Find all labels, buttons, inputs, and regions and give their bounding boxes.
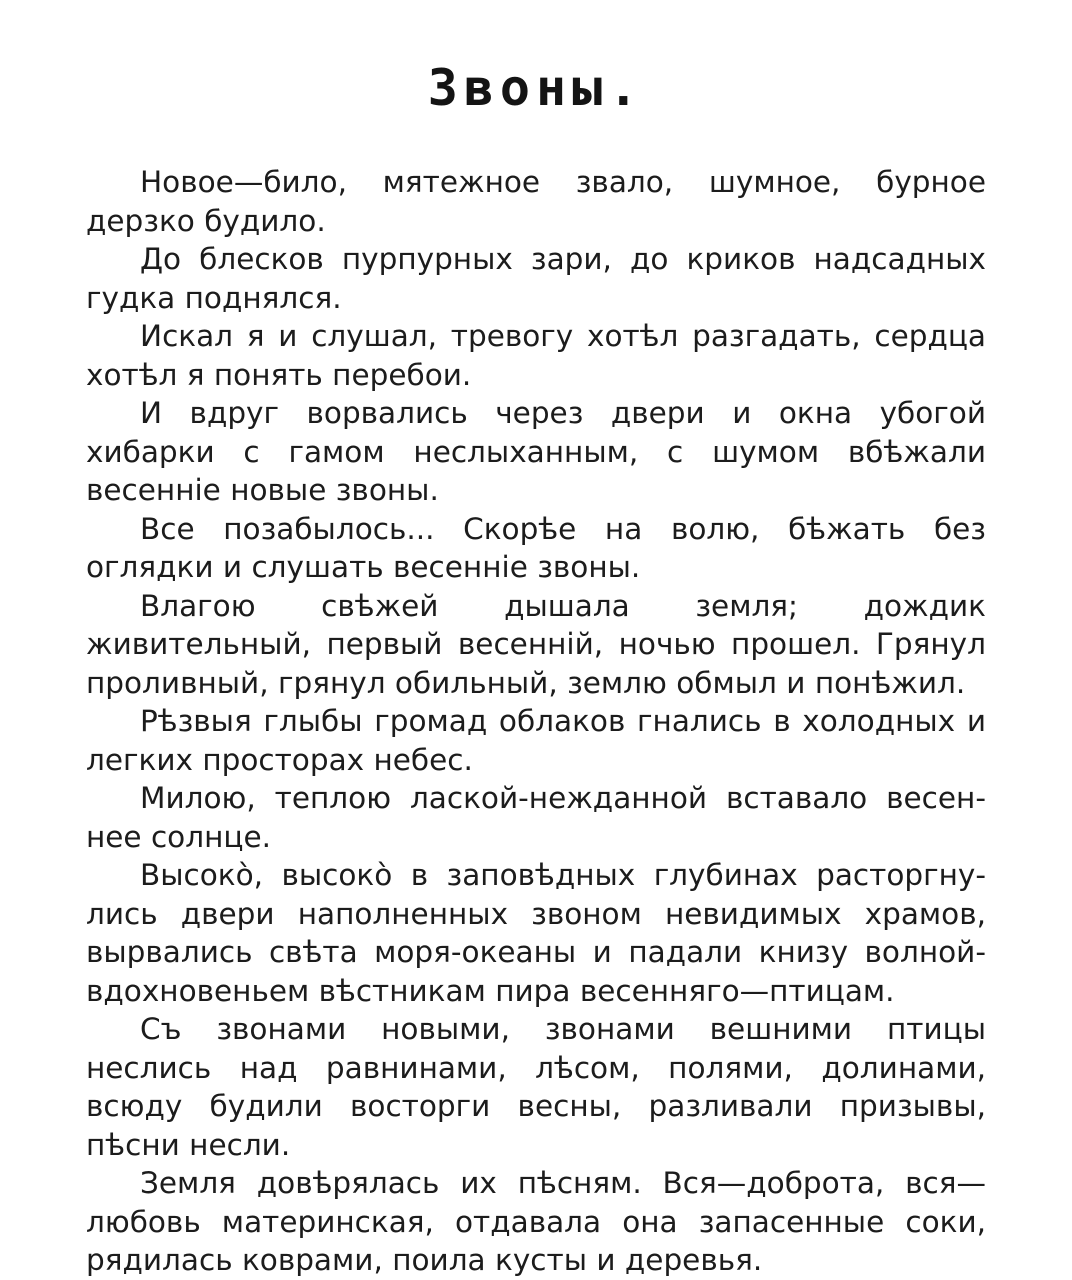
body-text [86, 163, 986, 1280]
paragraph: До блесков пурпурных зари, до криков надсадных гудка поднялся. [86, 242, 986, 315]
paragraph: Все позабылось... Скорѣе на волю, бѣжать без оглядки и слушать весенніе звоны. [86, 511, 986, 584]
paragraph: И вдруг ворвались через двери и окна убогой хибарки с гамом неслыханным, с шумом вбѣжали весенніе новые звоны. [86, 396, 986, 507]
paragraph: Съ звонами новыми, звонами вешними птицы неслись над равнинами, лѣсом, полями, долинами, всюду будили восторги весны, разливали призывы, пѣсни несли. [86, 1012, 986, 1162]
paragraph: Новое—било, мятежное звало, шумное, бурное дерзко будило. [86, 165, 986, 238]
paragraph: Влагою свѣжей дышала земля; дождик живительный, первый весенній, ночью прошел. Грянул проливный, грянул обильный, землю обмыл и понѣжил. [86, 588, 986, 700]
paragraph: Милою, теплою лаской-нежданной вставало весеннее солнце. [86, 781, 986, 854]
paragraph: Земля довѣрялась их пѣсням. Вся—доброта, вся—любовь материнская, отдавала она запасенные соки, рядилась коврами, поила кусты и деревья. [86, 1166, 986, 1277]
paragraph: Рѣзвыя глыбы громад облаков гнались в холодных и легких просторах небес. [86, 704, 986, 777]
paragraph: Искал я и слушал, тревогу хотѣл разгадать, сердца хотѣл я понять перебои. [86, 319, 986, 392]
page-title: Звоны. [427, 59, 645, 117]
paragraph: Высоко̀, высоко̀ в заповѣдных глубинах расторгнулись двери наполненных звоном невидимых храмов, вырвались свѣта моря-океаны и падали книзу волнойвдохновеньем вѣстникам пира весенняго—птицам. [86, 858, 986, 1008]
